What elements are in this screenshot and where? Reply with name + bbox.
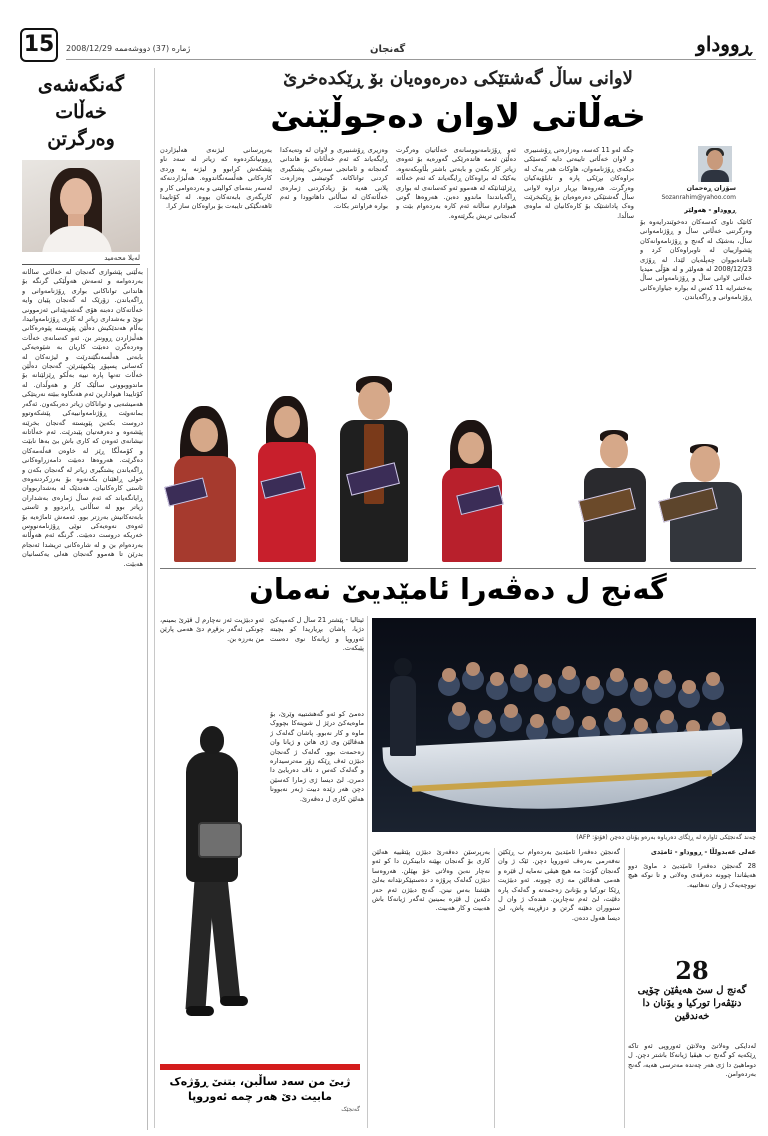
page-header (20, 28, 756, 64)
top-story-headline: خەڵاتی لاوان دەجوڵێنێ (270, 96, 646, 135)
issue-line: ژمارە (37) دووشەممە 2008/12/29 (66, 44, 191, 53)
mid-story-column-4: بەرپرسێن دەڤەرێ دبێژن پێتڤییە هەلێن کاری بۆ گەنجان بهێنە دابینکرن دا کو ئەو نەچار نەبن وەلاتی خۆ بهێلن. هەروەسا دبێژن گەلەک پرۆژە د دەستپێکرنێدانە بەلێ هێشتا بەس نینن. گەنج دبێژن ئەم حەز دکەین ل ڤێرە بمینین ئەگەر ژیانەکا باش هەبیت و کار هەبیت. (372, 848, 490, 913)
top-story-kicker: لاوانی ساڵ گەشتێکی دەرەوەیان بۆ ڕێکدەخرێ (283, 68, 633, 89)
top-story-column-3: ئەو ڕۆژنامەنووسانەی خەڵاتیان وەرگرت دەڵێن ئەمە هاندەرێکی گەورەیە بۆ ئەوەی زیاتر کار بکەن و بابەتی باشتر بڵاوبکەنەوە. یەکێک لە براوەکان ڕایگەیاند کە ئەم خەڵاتە ڕێزلێنانێکە لە هەموو ئەو کەسانەی لە بواری ڕاگەیاندندا ماندوو دەبن. هەروەها گوتی هیوادارم ساڵانە ئەم کارە بەردەوام بێت و گەنجانی تریش بگرێتەوە. (396, 146, 516, 220)
sidebar-article-text: بەڵێنی پێشوازی گەنجان لە خەڵاتی ساڵانە بەردەوامە و ئەمەش هەوڵێکی گرنگە بۆ هاندانی تواناکانی بواری ڕۆژنامەوانی و ڕاگەیاندن. زۆرێک لە گەنجان پێیان وایە خەڵاتەکان دەبنە هۆی گەشەپێدانی ئەزموونی نوێ و بەشداری زیاتر لە کاری ڕۆژنامەوانیدا، بەڵام هەندێکیش دەڵێن پێویستە پێوەرەکانی هەڵبژاردن ڕوونتر بن. ئەو کەسانەی خەڵات وەردەگرن دەبێت کاریان بە شێوەیەکی بابەتی هەڵسەنگێندرێت و لیژنەکان لە کەسانی پسپۆڕ پێکبهێنرێن. گەنجان دەڵێن خەڵات تەنها پارە نییە بەڵکو ڕێزلێنانە بۆ ماندووبوونی ساڵێک کار و هەوڵدان. لە کۆتاییدا هیوادارین ئەم هەنگاوە ببێتە نەریتێکی هەمیشەیی و تواناکان زیاتر دەربکەون. ئەگەر بمانەوێت ڕۆژنامەوانییەکی پێشکەوتوو دروست بکەین پێویستە گەنجان بخرێنە پێشەوە و دەرفەتیان پێبدرێت. ئەم خەڵاتانە نیشانەی ئەوەن کە کاری باش بێ بەها نابێت و کۆمەڵگا ڕێز لە خاوەن قەڵەمەکان دەگرێت. هەروەها دەبێت دامەزراوەکانی ڕاگەیاندن پشتگیری زیاتر لە گەنجان بکەن و خولی ڕاهێنان بکەنەوە بۆ بەرزکردنەوەی ئاستی کارەکانیان. هەندێک لە بەشداربووان ڕایانگەیاند کە ئەم ساڵ ژمارەی بەشداران زیاتر بوو لە ساڵانی ڕابردوو و ئاستی بابەتەکانیش بەرزتر بوو. ئەمەش ئاماژەیە بۆ ئەوەی نەوەیەکی نوێی ڕۆژنامەنووس خەریکە دروست دەبێت. گرنگە ئەم هەوڵانە بەردەوام بن و لە شارەکانی تریشدا ئەنجام بدرێن تا هەموو گەنجان هەلی یەکسانیان هەبێت. (22, 268, 148, 1130)
author-name: سۆزان ڕەحمان (686, 184, 736, 192)
author-photo (698, 146, 732, 182)
mid-story-quote: ئەو دبێژیت ئەز نەچارم ل ڤێرێ بمینم، چونکی ئەگەر بزڤڕم دێ هەمی پارێن من بەرزە بن. (160, 616, 264, 643)
top-story-column-4: وەزیری ڕۆشنبیری و لاوان لە وتەیەکدا ڕایگەیاند کە ئەم خەڵاتانە بۆ هاندانی گەنجانە و ئامانجی سەرەکی پشتگیری کردنی تواناکانە. گوتیشی وەزارەت پلانی هەیە بۆ زیادکردنی ژمارەی خەڵاتەکان لە ساڵانی داهاتوودا و ئەم بوارە فراوانتر بکات. (280, 146, 388, 211)
callout-box (628, 958, 756, 1038)
columnist-photo (22, 160, 140, 252)
section-rule (160, 568, 756, 569)
top-story-column-5: بەرپرسانی لیژنەی هەڵبژاردن ڕوونیانکردەوە کە زیاتر لە سەد ناو پێشکەش کرابوو و لیژنە بە وردی کارەکانی هەڵسەنگاندووە. هەڵبژاردنەکە لەسەر بنەمای کوالیتی و بەردەوامی کار و کاریگەری بابەتەکان بووە. لە کۆتاییدا ئاهەنگێکی تایبەت بۆ براوەکان ساز کرا. (160, 146, 272, 211)
callout-number: 28 (675, 956, 709, 985)
mid-story-intro: ئیتالیا - پێشتر 21 ساڵ ل کەمپەکێ دژیا، پاشان بڕیاریدا کو بچیتە ئەوروپا و ژیانەکا نوی دەست پێبکەت. (270, 616, 364, 653)
header-rule (66, 59, 756, 60)
sidebar-title: گەنگەشەی خەڵات وەرگرتن (37, 74, 125, 150)
walking-man-photo (160, 712, 264, 1038)
author-email: Sozanrahim@yahoo.com (661, 194, 736, 201)
box-author: عەلی عەبدولڵا - ڕووداو - ئامێدی (650, 848, 756, 856)
pull-quote-source: گەنجێک (341, 1106, 360, 1113)
newspaper-logo: ڕووداو (696, 32, 752, 56)
section-tag: گەنجان (370, 44, 406, 55)
mid-story-headline: گەنج ل دەڤەرا ئامێدیێ نەمان (249, 572, 667, 606)
photo-caption: چەند گەنجێکی ئاوارە لە ڕێگای دەریاوە بەرەو یۆنان دەچن (فۆتۆ: AFP) (576, 834, 756, 841)
promo-bar (160, 1064, 360, 1070)
column-divider (154, 68, 155, 1128)
sidebar-rule (22, 264, 140, 265)
columnist-name: لەیلا محەمید (104, 254, 140, 262)
pull-quote: ژیێ من سەد ساڵبن، بتنێ ڕۆژەک مابیت دێ هەر چمە ئەوروپا (169, 1075, 351, 1103)
migrant-boat-photo (372, 618, 756, 832)
box-article-text: 28 گەنجێن دەڤەرا ئامێدیێ د ماوێ دوو هەیڤاندا چوونە دەرڤەی وەلاتی و تا نوکە هیچ نووچەیەک ژ وان نەهاتییە. (628, 862, 756, 889)
top-story-column-1: کاتێک ناوی کەسەکان دەخوێندرایەوە بۆ وەرگرتنی خەڵاتی ساڵ و ڕۆژنامەوانی ساڵ، بەشێک لە گەنج و ڕۆژنامەوانەکان پێشوازییان لە ناوبراوەکان کرد و ئامادەبووان چەپڵەیان لێدا. لە ڕۆژی 2008/12/23 لە هەولێر و لە هۆڵی میدیا خەڵاتی لاوانی ساڵ و ڕۆژنامەوانی ساڵ بەخشرایە 11 کەس لە بوارە جیاوازەکانی ڕۆژنامەوانی و ڕاگەیاندن. (640, 218, 752, 302)
column-divider (494, 848, 495, 1128)
mid-story-column-2: دەمێ کو ئەو گەهشتییە وێرێ، بۆ ماوەیەکێ درێژ ل شوینەکا بچووک ماوە و کار نەبوو. پاشان گەلەک ژ هەڤالێن وی ژی هاتن و ژیانا وان زەحمەت بوو. گەلەک ژ گەنجان دبێژن ئەڤ ڕێکە زۆر مەترسیدارە و گەلەک کەس د ناڤ دەریایێ دا دمرن. لێ دیسا ژی ژمارا کەسێن دچن هەر زێدە دبیت ژبەر نەبوونا هەلێن کاری ل دەڤەرێ. (270, 710, 364, 803)
callout-text: گەنج ل سێ هەیڤێن چۆیی دنێڤەرا تورکیا و یۆنان دا خەندقین (637, 985, 747, 1022)
award-ceremony-photo (160, 366, 756, 562)
mid-story-column-5: گەنجێن دەڤەرا ئامێدیێ بەردەوام ب ڕێکێن نەفەرمی بەرەڤ ئەوروپا دچن. ئێک ژ وان گەنجان گۆت: مە هیچ هیڤی نەمایە ل ڤێرە و هەمی هەڤالێن مە ژی چوونە. ئەو دبێژیت ڕێکا تورکیا و یۆنانێ زەحمەتە و گەلەک پارە دڤێت، لێ ئەم نەچارین. هندەک ژ وان ل سنووران دهێنە گرتن و دزڤڕینە پاش، لێ دیسا هەول ددەن. (498, 848, 620, 922)
column-divider (624, 848, 625, 1128)
box-article-end: لەدایکی وەلاتێ وەلاتێن ئەوروپی ئەو تاکە ڕێکەیە کو گەنج ب هیڤیا ژیانەکا باشتر دچن. ل دوماهیێ دا ژی هەر چەندە مەترسی هەیە، گەنج بەردەوامن. (628, 1042, 756, 1079)
top-story-column-2: جگە لەو 11 کەسە، وەزارەتی ڕۆشنبیری و لاوان خەڵاتی تایبەتی دایە کەسێکی دیکەی ڕۆژنامەوان، هاوکات هەر یەک لە براوەکان بڕێکی پارە و تابلۆیەکیان وەرگرت. هەروەها بڕیار دراوە لاوانی ساڵ گەشتێکی دەرەوەیان بۆ ڕێکبخرێت وەک پاداشتێک بۆ کارەکانیان لە ماوەی ساڵدا. (524, 146, 634, 220)
column-divider (367, 616, 368, 1128)
page-number: 15 (20, 28, 58, 62)
dateline: ڕووداو - هەولێر (684, 206, 736, 214)
